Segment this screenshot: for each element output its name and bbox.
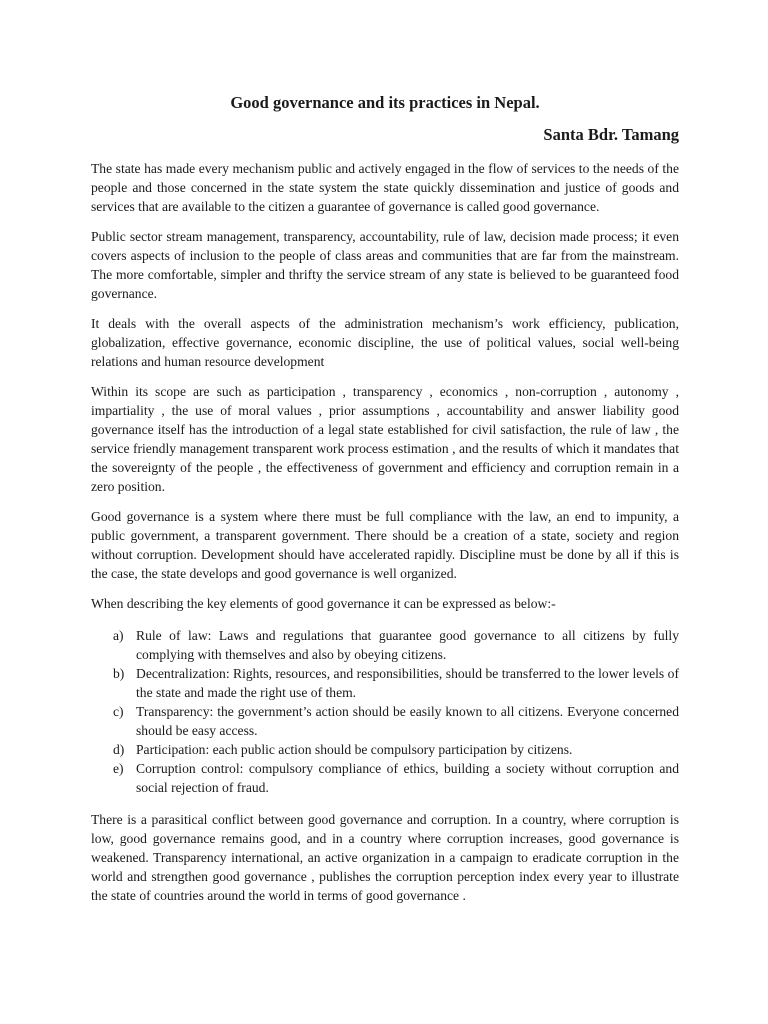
list-item xyxy=(91,626,679,664)
list-item-text: Transparency: the government’s action should be easily known to all citizens. Everyone concerned should be easy access. xyxy=(136,704,679,738)
paragraph-corruption-conflict: There is a parasitical conflict between good governance and corruption. In a country, where corruption is low, good governance remains good, and in a country where corruption increases, good governance is weakened. Transparency international, an active organization in a campaign to eradicate corruption in the world and strengthen good governance , publishes the corruption perception index every year to illustrate the state of countries around the world in terms of good governance . xyxy=(91,812,679,903)
list-marker: c) xyxy=(113,704,124,719)
list-marker: b) xyxy=(113,666,125,681)
document-body xyxy=(91,94,679,905)
paragraph-scope: Within its scope are such as participation , transparency , economics , non-corruption , autonomy , impartiality , the use of moral values , prior assumptions , accountability and answer liability good governance itself has the introduction of a legal state established for civil satisfaction, the rule of law , the service friendly management transparent work process estimation , and the results of which it mandates that the sovereignty of the people , the effectiveness of government and efficiency and corruption remain in a zero position. xyxy=(91,384,679,494)
list-item xyxy=(91,702,679,740)
paragraph-public-sector: Public sector stream management, transparency, accountability, rule of law, decision made process; it even covers aspects of inclusion to the people of class areas and communities that are far from the mainstream. The more comfortable, simpler and thrifty the service stream of any state is believed to be guaranteed food governance. xyxy=(91,229,679,301)
paragraph-key-elements-intro: When describing the key elements of good governance it can be expressed as below:- xyxy=(91,596,556,611)
list-marker: e) xyxy=(113,761,124,776)
key-elements-list xyxy=(91,626,679,797)
author-name: Santa Bdr. Tamang xyxy=(543,125,679,144)
paragraph-definition: The state has made every mechanism public and actively engaged in the flow of services to the needs of the people and those concerned in the state system the state quickly dissemination and justice of goods and services that are available to the citizen a guarantee of governance is called good governance. xyxy=(91,161,679,214)
paragraph-overall-aspects: It deals with the overall aspects of the administration mechanism’s work efficiency, publication, globalization, effective governance, economic discipline, the use of political values, social well-being relations and human resource development xyxy=(91,316,679,369)
list-item-text: Decentralization: Rights, resources, and responsibilities, should be transferred to the lower levels of the state and made the right use of them. xyxy=(136,666,679,700)
list-item-text: Participation: each public action should be compulsory participation by citizens. xyxy=(136,742,573,757)
list-item xyxy=(91,759,679,797)
list-marker: a) xyxy=(113,628,124,643)
list-item xyxy=(91,664,679,702)
list-item-text: Rule of law: Laws and regulations that guarantee good governance to all citizens by fully complying with themselves and also by obeying citizens. xyxy=(136,628,679,662)
paragraph-system: Good governance is a system where there must be full compliance with the law, an end to impunity, a public government, a transparent government. There should be a creation of a state, society and region without corruption. Development should have accelerated rapidly. Discipline must be done by all if this is the case, the state develops and good governance is well organized. xyxy=(91,509,679,581)
list-marker: d) xyxy=(113,742,125,757)
document-title: Good governance and its practices in Nepal. xyxy=(230,93,540,112)
list-item-text: Corruption control: compulsory compliance of ethics, building a society without corruption and social rejection of fraud. xyxy=(136,761,679,795)
list-item xyxy=(91,740,679,759)
